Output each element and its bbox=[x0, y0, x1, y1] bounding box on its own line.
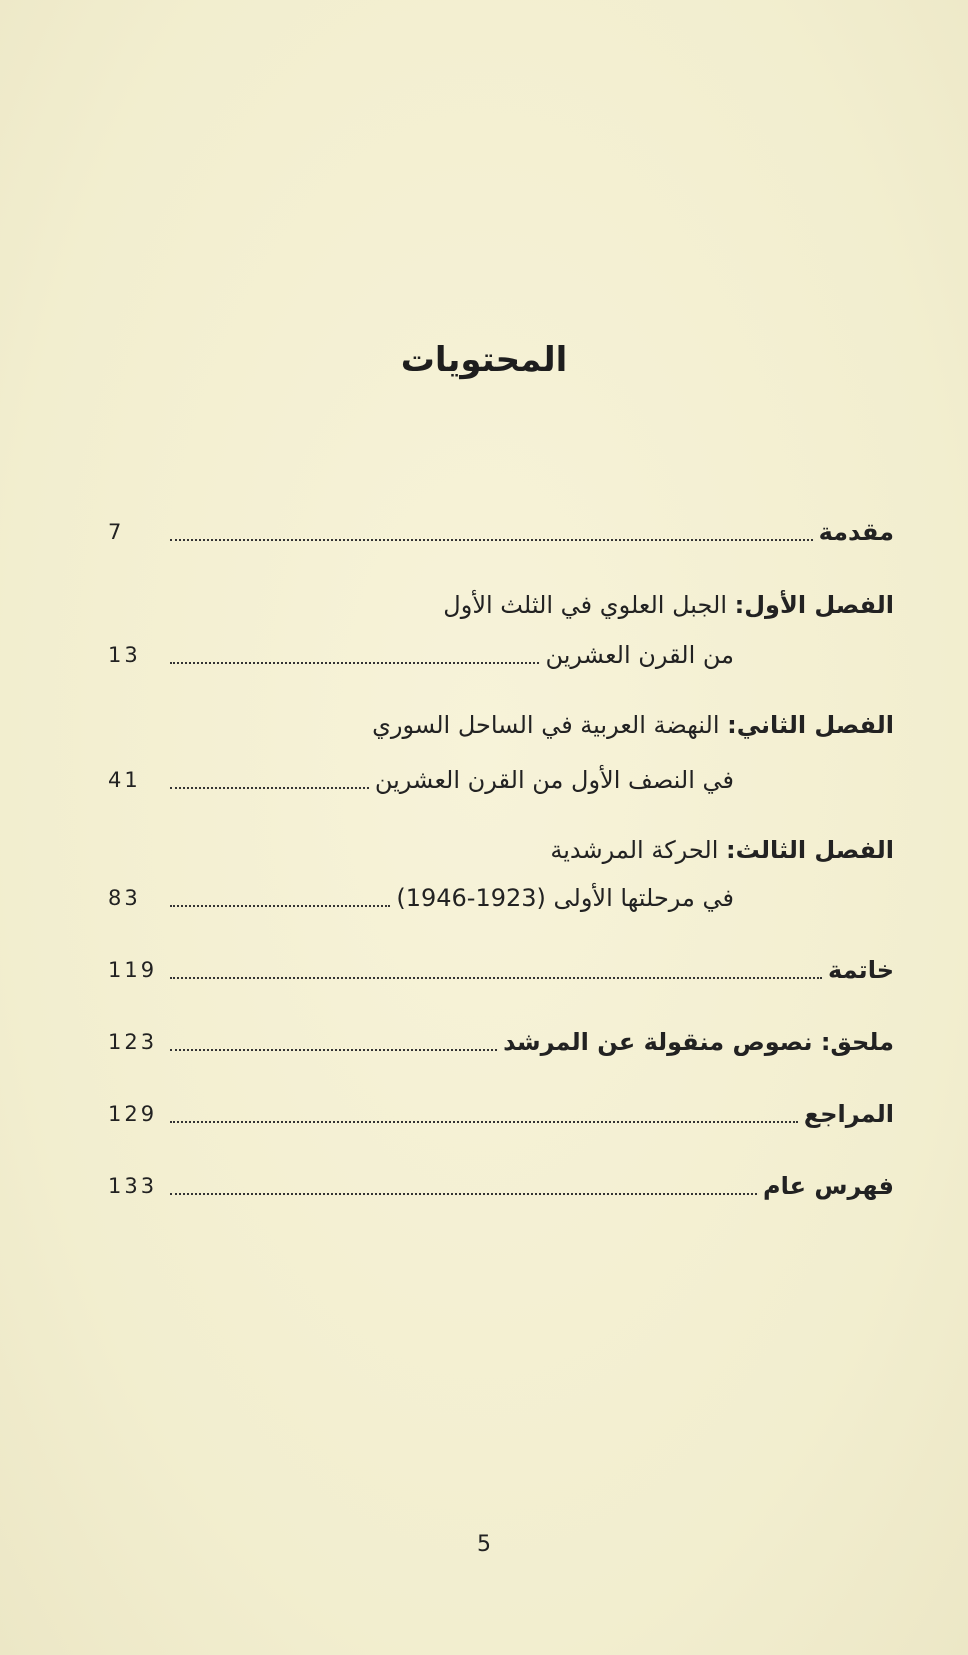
toc-entry-chapter-2-title[interactable]: الفصل الثاني: النهضة العربية في الساحل السوري bbox=[372, 711, 894, 739]
leader-dots bbox=[170, 787, 369, 789]
toc-entry-general-index[interactable] bbox=[108, 1166, 894, 1206]
leader-dots bbox=[170, 539, 813, 541]
toc-entry-label: في النصف الأول من القرن العشرين bbox=[374, 766, 734, 794]
toc-entry-references[interactable] bbox=[108, 1094, 894, 1134]
toc-entry-chapter-3-title[interactable]: الفصل الثالث: الحركة المرشدية bbox=[550, 836, 894, 864]
toc-entry-label: فهرس عام bbox=[763, 1172, 894, 1200]
toc-entry-chapter-1[interactable] bbox=[108, 635, 894, 675]
toc-entry-label: ملحق: نصوص منقولة عن المرشد bbox=[503, 1028, 894, 1056]
toc-page-number: 13 bbox=[108, 643, 141, 667]
toc-page-number: 123 bbox=[108, 1030, 158, 1054]
toc-entry-chapter-3[interactable] bbox=[108, 878, 894, 918]
page-title: المحتويات bbox=[400, 340, 568, 380]
toc-page-number: 83 bbox=[108, 886, 141, 910]
toc-page-number: 7 bbox=[108, 520, 125, 544]
toc-entry-conclusion[interactable] bbox=[108, 950, 894, 990]
toc-entry-label: من القرن العشرين bbox=[545, 641, 734, 669]
toc-page-number: 119 bbox=[108, 958, 158, 982]
toc-entry-label: المراجع bbox=[803, 1100, 894, 1128]
leader-dots bbox=[170, 977, 822, 979]
toc-entry-label: في مرحلتها الأولى (1923-1946) bbox=[396, 884, 734, 912]
toc-entry-introduction[interactable] bbox=[108, 512, 894, 552]
toc-entry-chapter-1-title[interactable]: الفصل الأول: الجبل العلوي في الثلث الأول bbox=[443, 591, 894, 619]
leader-dots bbox=[170, 662, 539, 664]
page-number: 5 bbox=[477, 1532, 491, 1557]
toc-page-number: 133 bbox=[108, 1174, 158, 1198]
leader-dots bbox=[170, 1049, 497, 1051]
toc-entry-appendix[interactable] bbox=[108, 1022, 894, 1062]
toc-entry-chapter-2[interactable] bbox=[108, 760, 894, 800]
toc-page-number: 41 bbox=[108, 768, 141, 792]
toc-entry-label: خاتمة bbox=[828, 956, 894, 984]
leader-dots bbox=[170, 1193, 757, 1195]
toc-page-number: 129 bbox=[108, 1102, 158, 1126]
leader-dots bbox=[170, 905, 390, 907]
leader-dots bbox=[170, 1121, 798, 1123]
toc-entry-label: مقدمة bbox=[818, 518, 894, 546]
